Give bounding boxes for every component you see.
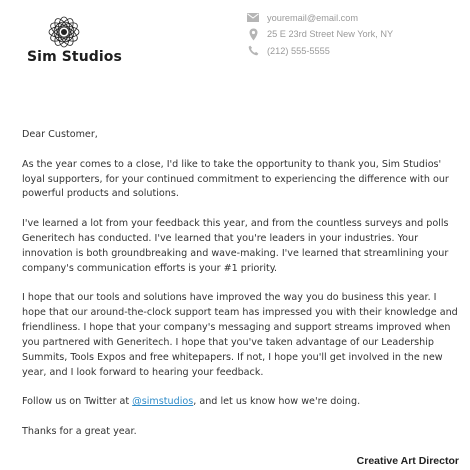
spiral-sphere-logo-icon <box>44 12 84 52</box>
letter-follow-line <box>22 395 458 410</box>
letter-closing: Thanks for a great year. <box>22 426 137 438</box>
contact-block <box>247 10 462 60</box>
letter-greeting: Dear Customer, <box>22 129 98 140</box>
contact-email-row <box>247 10 462 25</box>
letter-paragraph-3: I hope that our tools and solutions have improved the way you do business this year. I hope that our around-the-clock support team has impressed you with their knowledge and friendliness. I hope that your company's messaging and support streams improved when you partnered with Generitech. I hope that you've taken advantage of our Leadership Summits, Tools Expos and free whitepapers. If not, I hope you'll get involved in the new year, and I look forward to hearing your feedback. <box>22 292 458 378</box>
letterhead <box>0 0 470 118</box>
letter-paragraph-1: As the year comes to a close, I'd like to take the opportunity to thank you, Sim Studios' loyal supporters, for your continued commitment to experiencing the difference with our powerful products and solutions. <box>22 158 449 200</box>
twitter-handle-link[interactable]: @simstudios <box>132 396 194 408</box>
contact-address: 25 E 23rd Street New York, NY <box>267 29 394 39</box>
phone-icon <box>247 45 259 57</box>
signature-title: Creative Art Director <box>356 455 459 467</box>
contact-phone-row <box>247 43 462 58</box>
letter-body <box>22 128 458 455</box>
letter-paragraph-2: I've learned a lot from your feedback this year, and from the countless surveys and polls Generitech has conducted. I've learned that you're leaders in your industries. Your innovation is both groundbreaking and wave-making. I've learned that streamlining your company's communication efforts is your #1 priority. <box>22 218 449 274</box>
map-pin-icon <box>247 28 259 40</box>
contact-email[interactable]: youremail@email.com <box>267 12 359 23</box>
envelope-icon <box>247 12 259 24</box>
contact-address-row <box>247 27 462 42</box>
brand-name: Sim Studios <box>27 49 122 65</box>
follow-suffix: , and let us know how we're doing. <box>193 396 361 408</box>
contact-phone: (212) 555-5555 <box>267 45 330 56</box>
follow-prefix: Follow us on Twitter at <box>22 396 133 408</box>
